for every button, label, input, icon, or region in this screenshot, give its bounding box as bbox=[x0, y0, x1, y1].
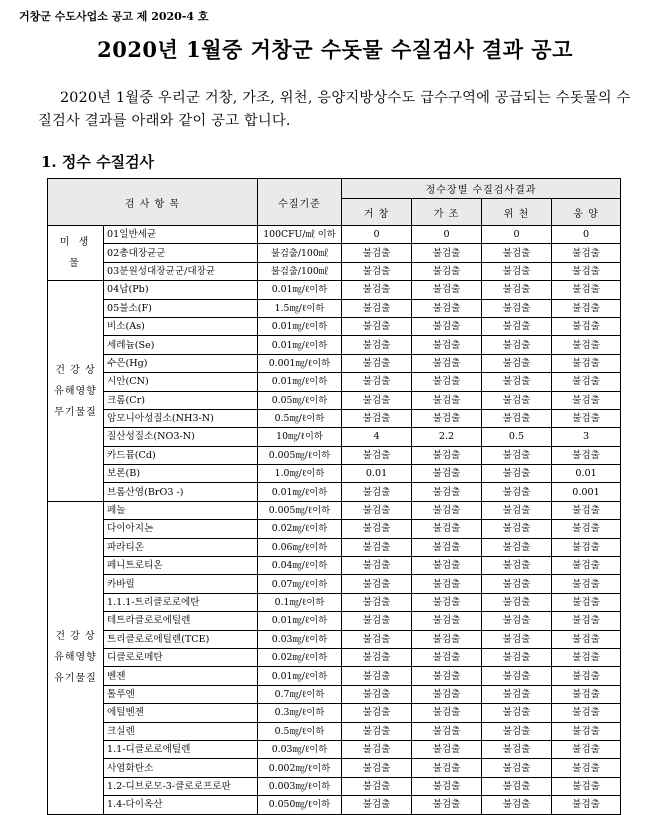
result-cell: 불검출 bbox=[482, 759, 552, 777]
result-cell: 불검출 bbox=[482, 317, 552, 335]
result-cell: 불검출 bbox=[412, 391, 482, 409]
result-cell: 불검출 bbox=[552, 759, 621, 777]
result-cell: 불검출 bbox=[342, 409, 412, 427]
item-cell: 1.1.1-트리클로로에탄 bbox=[104, 593, 258, 611]
result-cell: 불검출 bbox=[412, 465, 482, 483]
result-cell: 0.5 bbox=[482, 428, 552, 446]
result-cell: 불검출 bbox=[412, 538, 482, 556]
table-row bbox=[48, 575, 621, 593]
result-cell: 3 bbox=[552, 428, 621, 446]
result-cell: 불검출 bbox=[342, 354, 412, 372]
result-cell: 불검출 bbox=[552, 409, 621, 427]
standard-cell: 0.01㎎/ℓ이하 bbox=[258, 667, 342, 685]
result-cell: 불검출 bbox=[552, 740, 621, 758]
result-cell: 불검출 bbox=[552, 391, 621, 409]
result-cell: 불검출 bbox=[412, 409, 482, 427]
result-cell: 불검출 bbox=[482, 244, 552, 262]
result-cell: 불검출 bbox=[482, 538, 552, 556]
result-cell: 불검출 bbox=[552, 777, 621, 795]
standard-cell: 100CFU/㎖ 이하 bbox=[258, 226, 342, 244]
standard-cell: 0.01㎎/ℓ이하 bbox=[258, 336, 342, 354]
result-cell: 불검출 bbox=[342, 336, 412, 354]
standard-cell: 불검출/100㎖ bbox=[258, 244, 342, 262]
result-cell: 불검출 bbox=[342, 575, 412, 593]
result-cell: 0.001 bbox=[552, 483, 621, 501]
result-cell: 불검출 bbox=[342, 501, 412, 519]
result-cell: 불검출 bbox=[342, 612, 412, 630]
standard-cell: 0.3㎎/ℓ이하 bbox=[258, 704, 342, 722]
result-cell: 불검출 bbox=[342, 538, 412, 556]
table-row bbox=[48, 409, 621, 427]
result-cell: 불검출 bbox=[412, 648, 482, 666]
item-cell: 카드뮴(Cd) bbox=[104, 446, 258, 464]
result-cell: 불검출 bbox=[482, 648, 552, 666]
result-cell: 불검출 bbox=[482, 373, 552, 391]
table-row bbox=[48, 704, 621, 722]
result-cell: 불검출 bbox=[342, 759, 412, 777]
water-quality-table bbox=[47, 178, 621, 815]
table-row bbox=[48, 520, 621, 538]
result-cell: 0 bbox=[482, 226, 552, 244]
result-cell: 불검출 bbox=[482, 557, 552, 575]
result-cell: 불검출 bbox=[482, 262, 552, 280]
result-cell: 불검출 bbox=[412, 630, 482, 648]
standard-cell: 0.01㎎/ℓ이하 bbox=[258, 281, 342, 299]
result-cell: 불검출 bbox=[482, 446, 552, 464]
standard-cell: 0.003㎎/ℓ이하 bbox=[258, 777, 342, 795]
result-cell: 불검출 bbox=[552, 648, 621, 666]
result-cell: 불검출 bbox=[482, 777, 552, 795]
item-cell: 05불소(F) bbox=[104, 299, 258, 317]
item-cell: 페니트로티온 bbox=[104, 557, 258, 575]
result-cell: 불검출 bbox=[342, 446, 412, 464]
result-cell: 불검출 bbox=[482, 630, 552, 648]
result-cell: 불검출 bbox=[412, 299, 482, 317]
item-cell: 브롬산염(BrO3 -) bbox=[104, 483, 258, 501]
category-cell: 건 강 상 유해영향 무기물질 bbox=[48, 281, 104, 502]
result-cell: 4 bbox=[342, 428, 412, 446]
item-cell: 트리클로로에틸렌(TCE) bbox=[104, 630, 258, 648]
header-results: 정수장별 수질검사결과 bbox=[342, 179, 621, 199]
table-row bbox=[48, 722, 621, 740]
item-cell: 디클로로메탄 bbox=[104, 648, 258, 666]
result-cell: 불검출 bbox=[552, 262, 621, 280]
result-cell: 불검출 bbox=[552, 685, 621, 703]
result-cell: 불검출 bbox=[552, 336, 621, 354]
result-cell: 불검출 bbox=[412, 373, 482, 391]
table-row bbox=[48, 317, 621, 335]
result-cell: 불검출 bbox=[342, 796, 412, 814]
result-cell: 불검출 bbox=[552, 373, 621, 391]
result-cell: 불검출 bbox=[552, 612, 621, 630]
table-row bbox=[48, 428, 621, 446]
standard-cell: 0.001㎎/ℓ이하 bbox=[258, 354, 342, 372]
result-cell: 불검출 bbox=[482, 299, 552, 317]
table-row bbox=[48, 281, 621, 299]
result-cell: 불검출 bbox=[342, 722, 412, 740]
item-cell: 테트라클로로에틸렌 bbox=[104, 612, 258, 630]
item-cell: 톨루엔 bbox=[104, 685, 258, 703]
header-plant: 가 조 bbox=[412, 199, 482, 226]
result-cell: 불검출 bbox=[482, 685, 552, 703]
item-cell: 세레늄(Se) bbox=[104, 336, 258, 354]
result-cell: 불검출 bbox=[412, 262, 482, 280]
result-cell: 불검출 bbox=[552, 796, 621, 814]
result-cell: 불검출 bbox=[482, 354, 552, 372]
result-cell: 불검출 bbox=[342, 630, 412, 648]
item-cell: 암모니아성질소(NH3-N) bbox=[104, 409, 258, 427]
table-row bbox=[48, 354, 621, 372]
result-cell: 불검출 bbox=[342, 281, 412, 299]
result-cell: 불검출 bbox=[342, 299, 412, 317]
result-cell: 불검출 bbox=[342, 740, 412, 758]
result-cell: 불검출 bbox=[412, 593, 482, 611]
table-row bbox=[48, 538, 621, 556]
result-cell: 불검출 bbox=[552, 446, 621, 464]
result-cell: 불검출 bbox=[482, 336, 552, 354]
result-cell: 불검출 bbox=[482, 391, 552, 409]
result-cell: 불검출 bbox=[552, 704, 621, 722]
item-cell: 페놀 bbox=[104, 501, 258, 519]
result-cell: 불검출 bbox=[482, 740, 552, 758]
result-cell: 불검출 bbox=[482, 483, 552, 501]
header-plant: 웅 양 bbox=[552, 199, 621, 226]
standard-cell: 0.01㎎/ℓ이하 bbox=[258, 612, 342, 630]
standard-cell: 0.7㎎/ℓ이하 bbox=[258, 685, 342, 703]
result-cell: 불검출 bbox=[342, 667, 412, 685]
standard-cell: 0.005㎎/ℓ이하 bbox=[258, 501, 342, 519]
result-cell: 2.2 bbox=[412, 428, 482, 446]
result-cell: 불검출 bbox=[552, 520, 621, 538]
item-cell: 다이아지논 bbox=[104, 520, 258, 538]
table-row bbox=[48, 685, 621, 703]
table-row bbox=[48, 796, 621, 814]
result-cell: 불검출 bbox=[412, 317, 482, 335]
standard-cell: 0.05㎎/ℓ이하 bbox=[258, 391, 342, 409]
result-cell: 불검출 bbox=[482, 722, 552, 740]
category-cell: 건 강 상 유해영향 유기물질 bbox=[48, 501, 104, 814]
standard-cell: 0.04㎎/ℓ이하 bbox=[258, 557, 342, 575]
result-cell: 불검출 bbox=[342, 391, 412, 409]
standard-cell: 1.0㎎/ℓ이하 bbox=[258, 465, 342, 483]
standard-cell: 0.02㎎/ℓ이하 bbox=[258, 520, 342, 538]
result-cell: 불검출 bbox=[482, 520, 552, 538]
result-cell: 불검출 bbox=[412, 281, 482, 299]
result-cell: 불검출 bbox=[412, 704, 482, 722]
result-cell: 불검출 bbox=[552, 593, 621, 611]
standard-cell: 0.03㎎/ℓ이하 bbox=[258, 740, 342, 758]
result-cell: 불검출 bbox=[412, 759, 482, 777]
result-cell: 불검출 bbox=[412, 244, 482, 262]
result-cell: 불검출 bbox=[412, 501, 482, 519]
result-cell: 불검출 bbox=[342, 262, 412, 280]
result-cell: 불검출 bbox=[412, 796, 482, 814]
category-cell: 미 생 물 bbox=[48, 226, 104, 281]
result-cell: 불검출 bbox=[482, 704, 552, 722]
result-cell: 0.01 bbox=[342, 465, 412, 483]
item-cell: 질산성질소(NO3-N) bbox=[104, 428, 258, 446]
result-cell: 불검출 bbox=[482, 667, 552, 685]
result-cell: 불검출 bbox=[412, 557, 482, 575]
page-title: 2020년 1월중 거창군 수돗물 수질검사 결과 공고 bbox=[97, 37, 573, 62]
standard-cell: 0.002㎎/ℓ이하 bbox=[258, 759, 342, 777]
table-row bbox=[48, 612, 621, 630]
result-cell: 불검출 bbox=[552, 281, 621, 299]
item-cell: 1.4-다이옥산 bbox=[104, 796, 258, 814]
result-cell: 불검출 bbox=[342, 777, 412, 795]
table-row bbox=[48, 777, 621, 795]
result-cell: 불검출 bbox=[412, 354, 482, 372]
item-cell: 파라티온 bbox=[104, 538, 258, 556]
result-cell: 불검출 bbox=[552, 667, 621, 685]
result-cell: 불검출 bbox=[552, 557, 621, 575]
table-row bbox=[48, 759, 621, 777]
item-cell: 수은(Hg) bbox=[104, 354, 258, 372]
standard-cell: 0.03㎎/ℓ이하 bbox=[258, 630, 342, 648]
header-plant: 위 천 bbox=[482, 199, 552, 226]
item-cell: 1.2-디브로모-3-클로로프로판 bbox=[104, 777, 258, 795]
result-cell: 불검출 bbox=[342, 373, 412, 391]
result-cell: 불검출 bbox=[412, 685, 482, 703]
intro-paragraph: 2020년 1월중 우리군 거창, 가조, 위천, 응양지방상수도 급수구역에 공급되는 수돗물의 수질검사 결과를 아래와 같이 공고 합니다. bbox=[38, 90, 631, 129]
result-cell: 불검출 bbox=[552, 299, 621, 317]
result-cell: 불검출 bbox=[412, 667, 482, 685]
result-cell: 불검출 bbox=[482, 593, 552, 611]
result-cell: 0 bbox=[412, 226, 482, 244]
item-cell: 사염화탄소 bbox=[104, 759, 258, 777]
result-cell: 불검출 bbox=[342, 557, 412, 575]
table-row bbox=[48, 336, 621, 354]
result-cell: 불검출 bbox=[552, 317, 621, 335]
standard-cell: 0.01㎎/ℓ이하 bbox=[258, 483, 342, 501]
result-cell: 불검출 bbox=[342, 244, 412, 262]
table-row bbox=[48, 373, 621, 391]
standard-cell: 0.01㎎/ℓ이하 bbox=[258, 373, 342, 391]
result-cell: 불검출 bbox=[552, 244, 621, 262]
table-row bbox=[48, 593, 621, 611]
standard-cell: 0.5㎎/ℓ이하 bbox=[258, 409, 342, 427]
standard-cell: 0.02㎎/ℓ이하 bbox=[258, 648, 342, 666]
item-cell: 시안(CN) bbox=[104, 373, 258, 391]
result-cell: 0 bbox=[552, 226, 621, 244]
result-cell: 0 bbox=[342, 226, 412, 244]
result-cell: 불검출 bbox=[552, 354, 621, 372]
item-cell: 01일반세균 bbox=[104, 226, 258, 244]
table-row bbox=[48, 299, 621, 317]
item-cell: 에틸벤젠 bbox=[104, 704, 258, 722]
item-cell: 벤젠 bbox=[104, 667, 258, 685]
header-item: 검 사 항 목 bbox=[48, 179, 258, 226]
standard-cell: 0.050㎎/ℓ이하 bbox=[258, 796, 342, 814]
table-row bbox=[48, 483, 621, 501]
result-cell: 불검출 bbox=[412, 722, 482, 740]
table-row bbox=[48, 226, 621, 244]
header-standard: 수질기준 bbox=[258, 179, 342, 226]
table-row bbox=[48, 557, 621, 575]
result-cell: 불검출 bbox=[482, 575, 552, 593]
header-plant: 거 창 bbox=[342, 199, 412, 226]
result-cell: 불검출 bbox=[342, 483, 412, 501]
result-cell: 불검출 bbox=[412, 612, 482, 630]
result-cell: 불검출 bbox=[412, 446, 482, 464]
standard-cell: 1.5㎎/ℓ이하 bbox=[258, 299, 342, 317]
standard-cell: 0.005㎎/ℓ이하 bbox=[258, 446, 342, 464]
table-row bbox=[48, 630, 621, 648]
result-cell: 불검출 bbox=[342, 685, 412, 703]
result-cell: 불검출 bbox=[412, 336, 482, 354]
result-cell: 불검출 bbox=[552, 722, 621, 740]
item-cell: 04납(Pb) bbox=[104, 281, 258, 299]
standard-cell: 10㎎/ℓ이하 bbox=[258, 428, 342, 446]
standard-cell: 0.5㎎/ℓ이하 bbox=[258, 722, 342, 740]
standard-cell: 불검출/100㎖ bbox=[258, 262, 342, 280]
item-cell: 크롬(Cr) bbox=[104, 391, 258, 409]
result-cell: 불검출 bbox=[412, 483, 482, 501]
result-cell: 불검출 bbox=[342, 520, 412, 538]
result-cell: 0.01 bbox=[552, 465, 621, 483]
item-cell: 비소(As) bbox=[104, 317, 258, 335]
result-cell: 불검출 bbox=[412, 740, 482, 758]
table-row bbox=[48, 667, 621, 685]
table-row bbox=[48, 446, 621, 464]
table-row bbox=[48, 391, 621, 409]
table-row bbox=[48, 740, 621, 758]
result-cell: 불검출 bbox=[482, 796, 552, 814]
item-cell: 02총대장균군 bbox=[104, 244, 258, 262]
result-cell: 불검출 bbox=[482, 409, 552, 427]
table-row bbox=[48, 244, 621, 262]
item-cell: 카바릴 bbox=[104, 575, 258, 593]
table-row bbox=[48, 501, 621, 519]
result-cell: 불검출 bbox=[482, 281, 552, 299]
result-cell: 불검출 bbox=[552, 538, 621, 556]
result-cell: 불검출 bbox=[412, 575, 482, 593]
result-cell: 불검출 bbox=[342, 704, 412, 722]
notice-number: 거창군 수도사업소 공고 제 2020-4 호 bbox=[19, 10, 209, 23]
result-cell: 불검출 bbox=[552, 575, 621, 593]
result-cell: 불검출 bbox=[412, 520, 482, 538]
table-row bbox=[48, 465, 621, 483]
result-cell: 불검출 bbox=[482, 465, 552, 483]
standard-cell: 0.01㎎/ℓ이하 bbox=[258, 317, 342, 335]
result-cell: 불검출 bbox=[552, 501, 621, 519]
result-cell: 불검출 bbox=[482, 612, 552, 630]
standard-cell: 0.06㎎/ℓ이하 bbox=[258, 538, 342, 556]
result-cell: 불검출 bbox=[342, 317, 412, 335]
result-cell: 불검출 bbox=[342, 593, 412, 611]
table-row bbox=[48, 648, 621, 666]
result-cell: 불검출 bbox=[342, 648, 412, 666]
table-row bbox=[48, 262, 621, 280]
standard-cell: 0.1㎎/ℓ이하 bbox=[258, 593, 342, 611]
result-cell: 불검출 bbox=[552, 630, 621, 648]
item-cell: 03분원성대장균군/대장균 bbox=[104, 262, 258, 280]
result-cell: 불검출 bbox=[482, 501, 552, 519]
item-cell: 크실렌 bbox=[104, 722, 258, 740]
item-cell: 보론(B) bbox=[104, 465, 258, 483]
section-title: 1. 정수 수질검사 bbox=[41, 153, 155, 171]
result-cell: 불검출 bbox=[412, 777, 482, 795]
standard-cell: 0.07㎎/ℓ이하 bbox=[258, 575, 342, 593]
item-cell: 1.1-디클로로에틸렌 bbox=[104, 740, 258, 758]
